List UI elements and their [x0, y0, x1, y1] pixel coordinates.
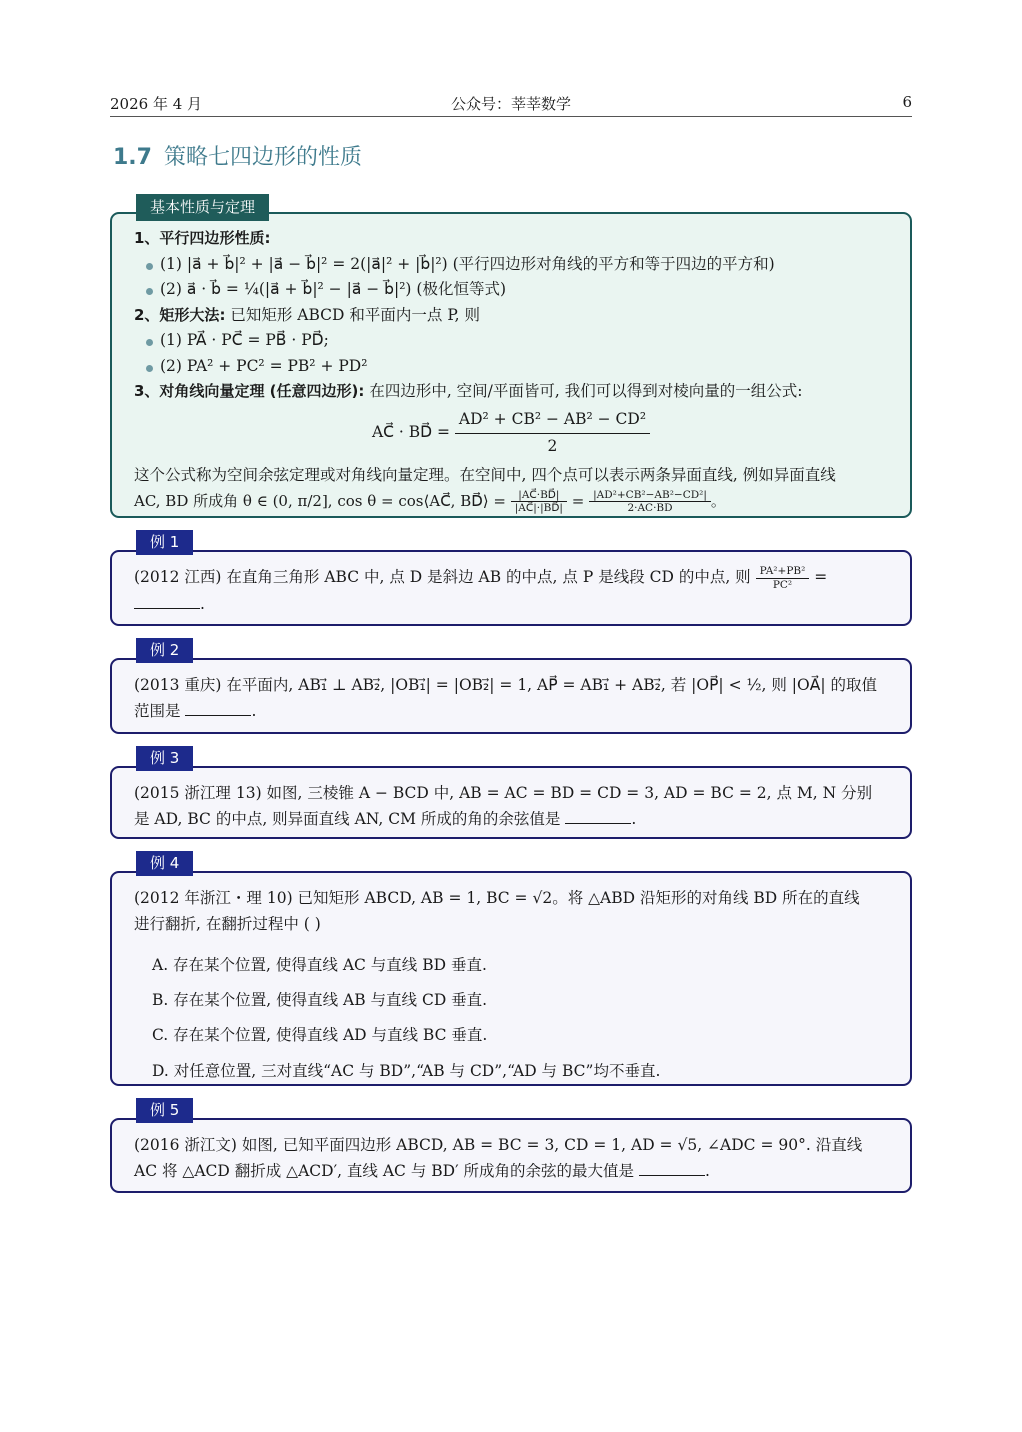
example-5: [110, 1101, 912, 1193]
answer-blank: [565, 810, 631, 824]
cos-frac1-den: |AC⃗|·|BD⃗|: [514, 502, 563, 515]
p1-item1: (1) |a⃗ + b⃗|² + |a⃗ − b⃗|² = 2(|a⃗|² + |b⃗|²) (平行四边形对角线的平方和等于四边的平方和): [134, 252, 888, 278]
example-2: [110, 641, 912, 734]
example-1-fraction: [756, 565, 810, 591]
option-d: D. 对任意位置, 三对直线“AC 与 BD”,“AB 与 CD”,“AD 与 BC”均不垂直.: [152, 1061, 661, 1080]
p5-eq: =: [571, 491, 585, 510]
example-2-line2: 范围是: [134, 702, 181, 721]
example-3-line2: 是 AD, BC 的中点, 则异面直线 AN, CM 所成的角的余弦值是: [134, 810, 561, 829]
option-b: B. 存在某个位置, 使得直线 AB 与直线 CD 垂直.: [152, 991, 488, 1010]
p4-text: 这个公式称为空间余弦定理或对角线向量定理。在空间中, 四个点可以表示两条异面直线, 例如异面直线: [134, 466, 836, 485]
answer-blank: [134, 595, 200, 609]
cos-frac2-den: 2·AC·BD: [627, 502, 673, 515]
option-a: A. 存在某个位置, 使得直线 AC 与直线 BD 垂直.: [152, 955, 487, 974]
example-4: [110, 854, 912, 1086]
cos-fraction-2: [589, 489, 711, 515]
example-5-line2: AC 将 △ACD 翻折成 △ACD′, 直线 AC 与 BD′ 所成角的余弦的最大值是: [134, 1162, 635, 1181]
p5-end: 。: [710, 491, 726, 510]
formula-denominator: 2: [547, 436, 558, 455]
diagonal-formula: [134, 407, 888, 459]
section-number: 1.7: [113, 145, 152, 170]
formula-numerator: AD² + CB² − AB² − CD²: [455, 407, 650, 434]
example-5-tag: 例 5: [136, 1098, 193, 1123]
example-2-line1: (2013 重庆) 在平面内, AB₁⃗ ⊥ AB₂⃗, |OB₁⃗| = |OB₂⃗| = 1, AP⃗ = AB₁⃗ + AB₂⃗, 若 |OP⃗| < ½, 则 |OA⃗| 的取值: [134, 676, 877, 694]
answer-blank: [639, 1162, 705, 1176]
example-5-line1: (2016 浙江文) 如图, 已知平面四边形 ABCD, AB = BC = 3, CD = 1, AD = √5, ∠ADC = 90°. 沿直线: [134, 1136, 863, 1154]
page-header: [110, 93, 912, 117]
p2-item2: (2) PA² + PC² = PB² + PD²: [134, 354, 888, 380]
p1-title: 1、平行四边形性质:: [134, 229, 271, 247]
example-1-line1: [134, 564, 888, 591]
example-3-end: .: [631, 810, 637, 829]
header-date: 2026 年 4 月: [110, 95, 203, 113]
example-1-frac-den: PC²: [772, 578, 793, 591]
theory-box: [110, 198, 912, 518]
page-number: 6: [902, 93, 912, 111]
formula-lhs: AC⃗ · BD⃗ =: [371, 423, 450, 441]
p5-text: AC, BD 所成角 θ ∈ (0, π/2], cos θ = cos⟨AC⃗, BD⃗⟩ =: [134, 491, 506, 510]
example-1-frac-num: PA²+PB²: [756, 565, 810, 579]
cos-frac1-num: |AC⃗·BD⃗|: [511, 489, 567, 503]
example-1: [110, 533, 912, 626]
p1-item2: (2) a⃗ · b⃗ = ¼(|a⃗ + b⃗|² − |a⃗ − b⃗|²) (极化恒等式): [134, 277, 888, 303]
answer-blank: [185, 702, 251, 716]
example-2-tag: 例 2: [136, 638, 193, 663]
example-3-tag: 例 3: [136, 746, 193, 771]
section-title: [113, 140, 362, 171]
option-c: C. 存在某个位置, 使得直线 AD 与直线 BC 垂直.: [152, 1026, 488, 1045]
section-title-text: 策略七四边形的性质: [163, 145, 362, 170]
example-1-tag: 例 1: [136, 530, 193, 555]
example-3-line1: (2015 浙江理 13) 如图, 三棱锥 A − BCD 中, AB = AC = BD = CD = 3, AD = BC = 2, 点 M, N 分别: [134, 784, 873, 802]
example-1-text: (2012 江西) 在直角三角形 ABC 中, 点 D 是斜边 AB 的中点, 点 P 是线段 CD 的中点, 则: [134, 568, 751, 586]
p2-item1: (1) PA⃗ · PC⃗ = PB⃗ · PD⃗;: [134, 328, 888, 354]
example-1-after: =: [814, 568, 828, 586]
example-2-end: .: [251, 702, 257, 721]
example-1-end: .: [200, 595, 205, 614]
cos-frac2-num: |AD²+CB²−AB²−CD²|: [589, 489, 711, 503]
example-3: [110, 749, 912, 839]
example-4-tag: 例 4: [136, 851, 193, 876]
theory-content: [112, 214, 910, 525]
p2-text: 已知矩形 ABCD 和平面内一点 P, 则: [230, 305, 480, 324]
theory-tag: 基本性质与定理: [136, 194, 269, 221]
example-4-line1: (2012 年浙江・理 10) 已知矩形 ABCD, AB = 1, BC = √2。将 △ABD 沿矩形的对角线 BD 所在的直线: [134, 889, 860, 907]
cos-fraction-1: [511, 489, 567, 515]
p3-title: 3、对角线向量定理 (任意四边形):: [134, 382, 365, 401]
p2-title: 2、矩形大法:: [134, 305, 226, 324]
p5-line: [134, 489, 888, 515]
header-account: 公众号：莘莘数学: [450, 95, 571, 113]
example-5-end: .: [704, 1162, 710, 1181]
formula-fraction: [455, 407, 650, 459]
p3-text: 在四边形中, 空间/平面皆可, 我们可以得到对棱向量的一组公式:: [369, 382, 803, 401]
example-4-line2: 进行翻折, 在翻折过程中 ( ): [134, 915, 321, 934]
